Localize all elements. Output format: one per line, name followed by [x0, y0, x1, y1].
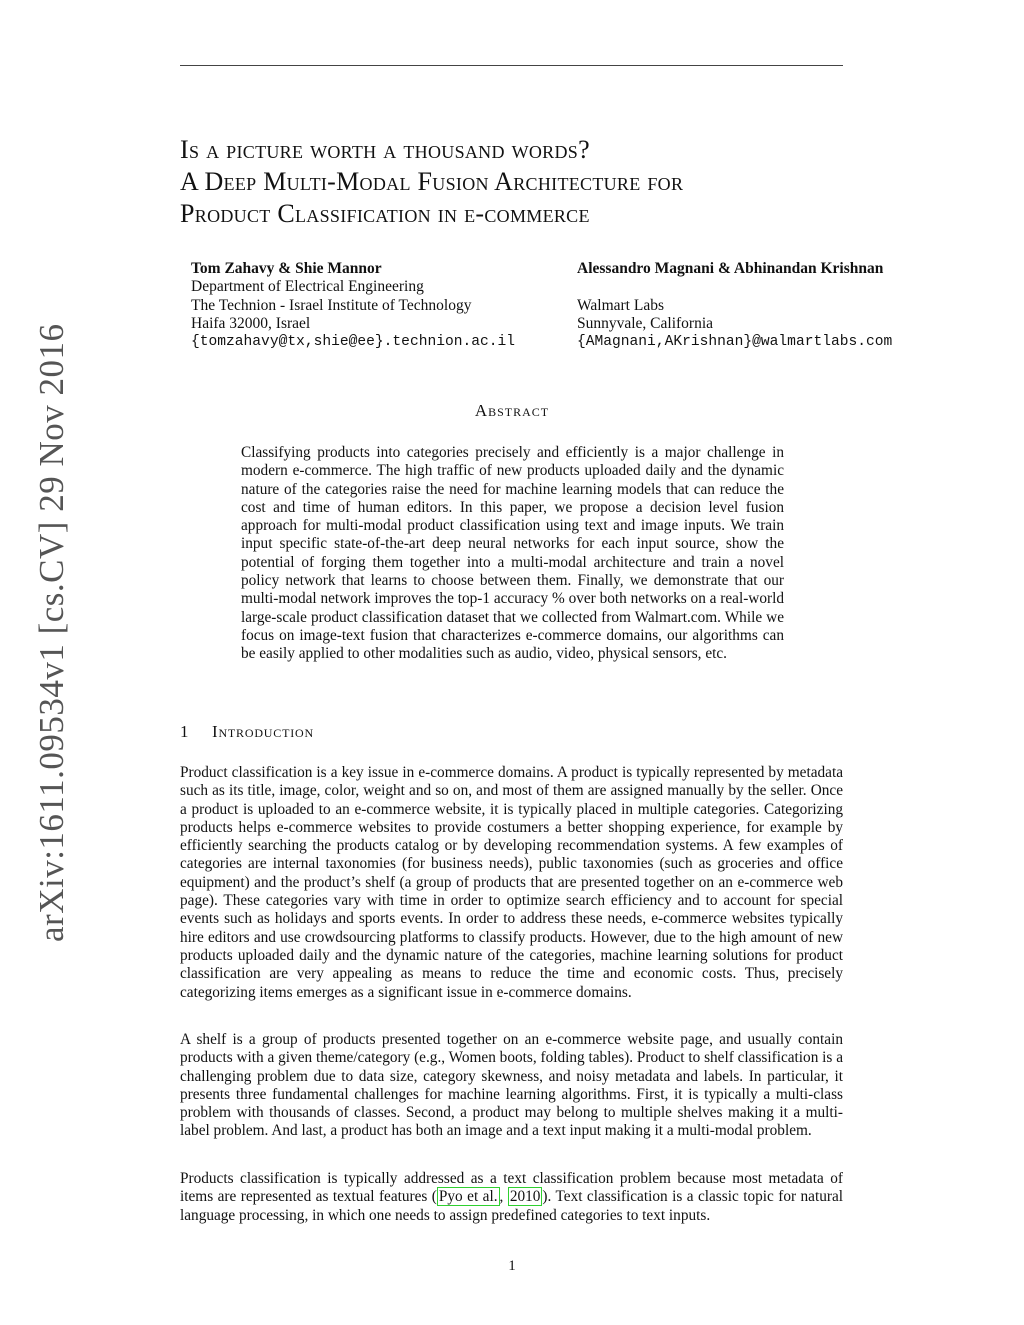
intro-paragraph-1: Product classification is a key issue in e-commerce domains. A product is typically represented by metadata such as its title, image, color, weight and so on, and most of them are assigned manually by the seller. Once a product is uploaded to an e-commerce website, it is typically placed in multiple categories. Categorizing products helps e-commerce websites to provide costumers a better shopping experience, for example by efficiently searching the products catalog or by developing recommendation systems. A few examples of categories are internal taxonomies (for business needs), public taxonomies (such as groceries and office equipment) and the product’s shelf (a group of products that are presented together on an e-commerce web page). These categories vary with time in order to optimize search efficiency and to account for special events such as holidays and sports events. In order to address these needs, e-commerce websites typically hire editors and use crowdsourcing platforms to classify products. However, due to the high amount of new products uploaded daily and the dynamic nature of the categories, machine learning solutions for product classification are very appealing as means to reduce the time and economic costs. Thus, precisely categorizing items emerges as a significant issue in e-commerce domains. [180, 764, 843, 1001]
arxiv-stamp: arXiv:1611.09534v1 [cs.CV] 29 Nov 2016 [32, 323, 71, 942]
intro-paragraph-3 [180, 1170, 843, 1225]
title-line-3: Product Classification in e-commerce [180, 199, 590, 228]
author-email[interactable]: {AMagnani,AKrishnan}@walmartlabs.com [577, 334, 893, 351]
abstract-text: Classifying products into categories precisely and efficiently is a major challenge in modern e-commerce. The high traffic of new products uploaded daily and the dynamic nature of the categories raise the need for machine learning models that can reduce the cost and time of human editors. In this paper, we propose a decision level fusion approach for multi-modal product classification using text and image inputs. We train input specific state-of-the-art deep neural networks for each input source, show the potential of forging them together into a multi-modal architecture and train a novel policy network that learns to choose between them. Finally, we demonstrate that our multi-modal network improves the top-1 accuracy % over both networks on a real-world large-scale product classification dataset that we collected from Walmart.com. While we focus on image-text fusion that characterizes e-commerce domains, our algorithms can be easily applied to other modalities such as audio, video, physical sensors, etc. [241, 444, 784, 663]
author-email[interactable]: {tomzahavy@tx,shie@ee}.technion.ac.il [191, 334, 516, 351]
author-names: Tom Zahavy & Shie Mannor [191, 260, 382, 277]
paper-title [180, 134, 880, 230]
author-department: Department of Electrical Engineering [191, 278, 424, 296]
page-number: 1 [508, 1258, 516, 1274]
author-city: Sunnyvale, California [577, 314, 714, 332]
author-city: Haifa 32000, Israel [191, 314, 311, 332]
citation-separator: , [499, 1188, 508, 1206]
citation-link-author[interactable]: Pyo et al. [438, 1188, 498, 1206]
paragraph-text: Products classification is typically addressed as a text classification problem because most metadata of items are represented as textual features ( [180, 1170, 843, 1206]
section-heading-introduction [180, 722, 314, 742]
section-number: 1 [180, 722, 190, 741]
section-title: Introduction [212, 722, 314, 741]
abstract-heading: Abstract [474, 401, 550, 420]
title-line-1: Is a picture worth a thousand words? [180, 135, 590, 164]
citation-link-year[interactable]: 2010 [509, 1188, 541, 1206]
header-rule [180, 65, 843, 66]
title-line-2: A Deep Multi-Modal Fusion Architecture for [180, 167, 684, 196]
intro-paragraph-2: A shelf is a group of products presented together on an e-commerce website page, and usually contain products with a given theme/category (e.g., Women boots, folding tables). Product to shelf classification is a challenging problem due to data size, category skewness, and noisy metadata and labels. In particular, it presents three fundamental challenges for machine learning algorithms. First, it is typically a multi-class problem with thousands of classes. Second, a product may belong to multiple shelves making it a multi-label problem. And last, a product has both an image and a text input making it a multi-modal problem. [180, 1031, 843, 1140]
paragraph-text: ). Text classification is a classic topic for natural language processing, in which one needs to assign predefined categories to text inputs. [180, 1188, 843, 1224]
author-institution: Walmart Labs [577, 296, 664, 314]
author-institution: The Technion - Israel Institute of Technology [191, 296, 472, 314]
author-block-technion [191, 260, 515, 351]
author-block-walmart [577, 260, 892, 351]
author-names: Alessandro Magnani & Abhinandan Krishnan [577, 260, 884, 277]
